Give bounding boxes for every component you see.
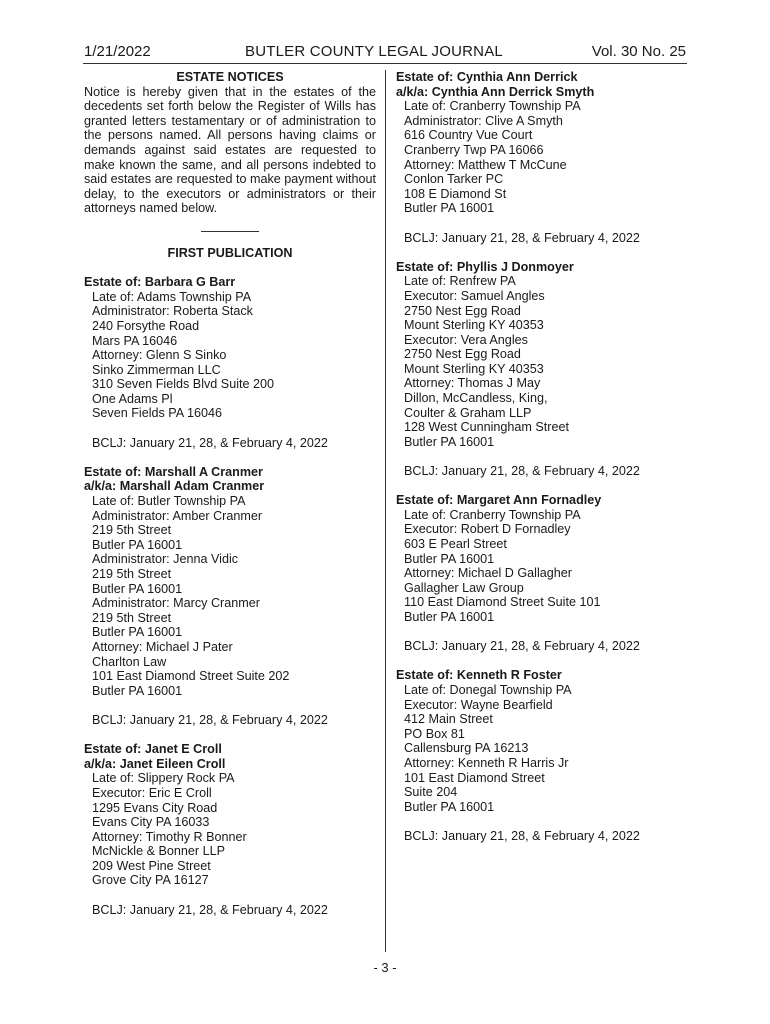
estate-detail-line: 108 E Diamond St: [404, 186, 507, 201]
estate-detail-line: 616 Country Vue Court: [404, 128, 533, 143]
estate-detail-line: 2750 Nest Egg Road: [404, 303, 521, 318]
publication-dates: BCLJ: January 21, 28, & February 4, 2022: [92, 902, 328, 917]
estate-detail-line: Executor: Vera Angles: [404, 332, 528, 347]
section-title: ESTATE NOTICES: [176, 70, 284, 84]
estate-detail-line: Attorney: Michael J Pater: [92, 639, 233, 654]
page-header: [84, 43, 686, 63]
estate-detail-line: Late of: Adams Township PA: [92, 289, 252, 304]
estate-detail-line: Attorney: Glenn S Sinko: [92, 348, 227, 363]
estate-detail-line: Evans City PA 16033: [92, 815, 210, 830]
estate-notice: [84, 465, 376, 728]
estate-detail-line: Late of: Slippery Rock PA: [92, 771, 235, 786]
estate-detail-line: Executor: Robert D Fornadley: [404, 522, 571, 537]
column-divider: [385, 70, 386, 952]
estate-aka: a/k/a: Cynthia Ann Derrick Smyth: [396, 84, 595, 99]
header-date: 1/21/2022: [84, 43, 151, 60]
estate-detail-line: Administrator: Marcy Cranmer: [92, 596, 260, 611]
estate-notice: [396, 260, 688, 479]
estate-detail-line: McNickle & Bonner LLP: [92, 844, 225, 859]
estate-detail-line: Suite 204: [404, 785, 458, 800]
estate-detail-line: Butler PA 16001: [404, 434, 495, 449]
header-volume: Vol. 30 No. 25: [591, 43, 686, 60]
estate-detail-line: 2750 Nest Egg Road: [404, 347, 521, 362]
page-number: - 3 -: [373, 960, 397, 975]
estate-detail-line: Administrator: Jenna Vidic: [92, 552, 239, 567]
estate-detail-line: Late of: Renfrew PA: [404, 274, 516, 289]
left-column: [84, 70, 376, 932]
estate-detail-line: Administrator: Amber Cranmer: [92, 508, 263, 523]
estate-detail-line: Butler PA 16001: [404, 201, 495, 216]
estate-detail-line: Butler PA 16001: [92, 537, 183, 552]
estate-detail-line: Administrator: Clive A Smyth: [404, 113, 563, 128]
right-estate-list: [396, 70, 688, 843]
estate-detail-line: Late of: Cranberry Township PA: [404, 507, 581, 522]
estate-detail-line: Seven Fields PA 16046: [92, 406, 222, 421]
publication-dates: BCLJ: January 21, 28, & February 4, 2022: [404, 828, 640, 843]
estate-detail-line: Late of: Butler Township PA: [92, 494, 246, 509]
publication-dates: BCLJ: January 21, 28, & February 4, 2022: [92, 435, 328, 450]
estate-detail-line: Butler PA 16001: [92, 625, 183, 640]
estate-detail-line: PO Box 81: [404, 726, 465, 741]
estate-detail-line: 209 West Pine Street: [92, 858, 211, 873]
estate-detail-line: Charlton Law: [92, 654, 167, 669]
estate-detail-line: Attorney: Kenneth R Harris Jr: [404, 755, 569, 770]
estate-detail-line: Attorney: Matthew T McCune: [404, 157, 567, 172]
estate-notice: [84, 742, 376, 917]
publication-title: FIRST PUBLICATION: [167, 245, 293, 260]
estate-name: Estate of: Marshall A Cranmer: [84, 464, 263, 479]
estate-detail-line: 412 Main Street: [404, 712, 493, 727]
estate-name: Estate of: Barbara G Barr: [84, 275, 236, 290]
estate-detail-line: 310 Seven Fields Blvd Suite 200: [92, 377, 275, 392]
estate-detail-line: Attorney: Michael D Gallagher: [404, 566, 572, 581]
publication-dates: BCLJ: January 21, 28, & February 4, 2022: [404, 639, 640, 654]
estate-detail-line: Coulter & Graham LLP: [404, 405, 532, 420]
estate-detail-line: Executor: Wayne Bearfield: [404, 697, 553, 712]
estate-detail-line: Conlon Tarker PC: [404, 172, 504, 187]
estate-detail-line: Butler PA 16001: [404, 551, 495, 566]
estate-detail-line: 219 5th Street: [92, 610, 172, 625]
estate-detail-line: Late of: Cranberry Township PA: [404, 99, 581, 114]
estate-name: Estate of: Kenneth R Foster: [396, 668, 562, 683]
estate-name: Estate of: Janet E Croll: [84, 742, 222, 757]
estate-notice: [396, 668, 688, 843]
estate-detail-line: Sinko Zimmerman LLC: [92, 362, 221, 377]
estate-detail-line: 101 East Diamond Street Suite 202: [92, 669, 290, 684]
estate-detail-line: 240 Forsythe Road: [92, 318, 200, 333]
estate-detail-line: One Adams Pl: [92, 391, 173, 406]
estate-detail-line: 219 5th Street: [92, 567, 172, 581]
estate-detail-line: Late of: Donegal Township PA: [404, 682, 572, 697]
estate-detail-line: 1295 Evans City Road: [92, 800, 218, 815]
estate-detail-line: 128 West Cunningham Street: [404, 420, 569, 435]
estate-detail-line: Mars PA 16046: [92, 333, 178, 348]
estate-detail-line: Dillon, McCandless, King,: [404, 391, 548, 406]
estate-notice: [84, 275, 376, 450]
estate-detail-line: 603 E Pearl Street: [404, 537, 507, 551]
estate-detail-line: Cranberry Twp PA 16066: [404, 142, 544, 157]
publication-dates: BCLJ: January 21, 28, & February 4, 2022: [404, 230, 640, 245]
header-rule: [83, 63, 687, 64]
estate-detail-line: Mount Sterling KY 40353: [404, 318, 544, 333]
publication-dates: BCLJ: January 21, 28, & February 4, 2022: [404, 464, 640, 479]
left-estate-list: [84, 275, 376, 917]
estate-detail-line: Grove City PA 16127: [92, 873, 209, 888]
estate-detail-line: Butler PA 16001: [404, 799, 495, 814]
estate-detail-line: Executor: Samuel Angles: [404, 288, 545, 303]
estate-detail-line: Butler PA 16001: [404, 609, 495, 624]
right-column: [396, 70, 688, 858]
estate-aka: a/k/a: Janet Eileen Croll: [84, 756, 226, 771]
estate-name: Estate of: Phyllis J Donmoyer: [396, 259, 574, 274]
estate-detail-line: 219 5th Street: [92, 523, 172, 538]
estate-notice: [396, 493, 688, 654]
estate-detail-line: Executor: Eric E Croll: [92, 785, 212, 800]
estate-detail-line: 101 East Diamond Street: [404, 770, 545, 785]
notice-paragraph: Notice is hereby given that in the estates of the decedents set forth below the Register of Wills has granted letters testamentary or of administration to the persons named. All persons having claims or demands against said estates are requested to make known the same, and all persons indebted to said estates are requested to make payment without delay, to the executors or administrators or their attorneys named below.: [84, 84, 376, 216]
publication-dates: BCLJ: January 21, 28, & February 4, 2022: [92, 712, 328, 727]
header-journal-title: BUTLER COUNTY LEGAL JOURNAL: [245, 43, 503, 60]
estate-detail-line: 110 East Diamond Street Suite 101: [404, 595, 601, 610]
estate-detail-line: Mount Sterling KY 40353: [404, 361, 544, 376]
estate-detail-line: Attorney: Thomas J May: [404, 376, 541, 391]
estate-detail-line: Administrator: Roberta Stack: [92, 304, 253, 319]
estate-detail-line: Butler PA 16001: [92, 683, 183, 698]
estate-notice: [396, 70, 688, 245]
section-separator: [201, 231, 259, 232]
estate-aka: a/k/a: Marshall Adam Cranmer: [84, 479, 265, 494]
estate-detail-line: Callensburg PA 16213: [404, 741, 529, 756]
estate-name: Estate of: Margaret Ann Fornadley: [396, 493, 602, 508]
estate-name: Estate of: Cynthia Ann Derrick: [396, 70, 578, 84]
estate-detail-line: Attorney: Timothy R Bonner: [92, 829, 247, 844]
estate-detail-line: Butler PA 16001: [92, 581, 183, 596]
estate-detail-line: Gallagher Law Group: [404, 580, 524, 595]
